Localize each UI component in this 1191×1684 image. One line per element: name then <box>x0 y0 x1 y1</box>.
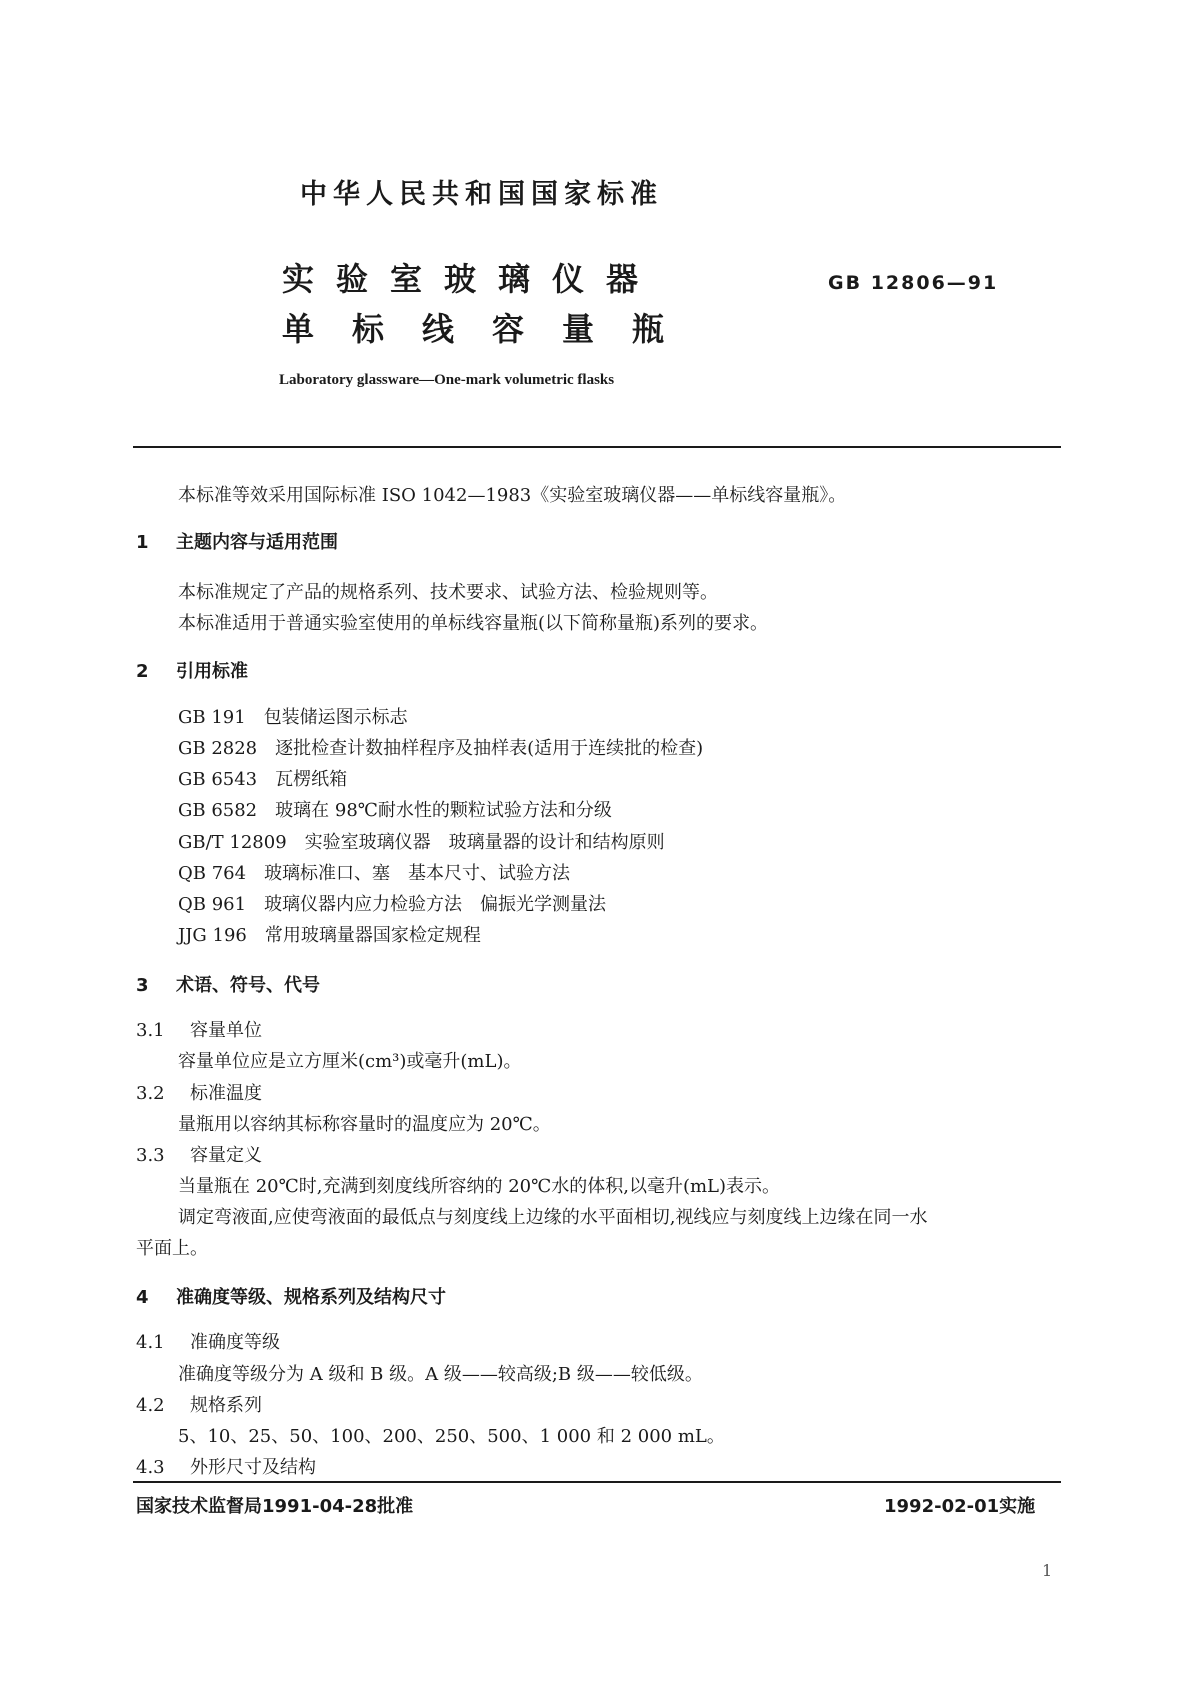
reference-title: 瓦楞纸箱 <box>275 769 348 790</box>
subsection-number: 3.2 <box>136 1083 165 1104</box>
section-1-para-2: 本标准适用于普通实验室使用的单标线容量瓶(以下简称量瓶)系列的要求。 <box>178 613 769 634</box>
reference-item <box>178 890 606 916</box>
subsection-title: 容量单位 <box>190 1020 262 1041</box>
reference-code: GB 2828 <box>178 738 258 759</box>
subsection-3-2-text: 量瓶用以容纳其标称容量时的温度应为 20℃。 <box>178 1114 551 1135</box>
subsection-number: 4.3 <box>136 1457 165 1478</box>
section-title: 主题内容与适用范围 <box>176 532 338 553</box>
section-title: 引用标准 <box>176 661 248 682</box>
subsection-3-2-heading <box>136 1079 262 1105</box>
standard-code: GB 12806—91 <box>828 272 999 294</box>
section-number: 4 <box>136 1287 149 1308</box>
subsection-number: 3.1 <box>136 1020 165 1041</box>
header-divider <box>133 446 1061 448</box>
reference-item <box>178 765 347 791</box>
section-4-heading <box>136 1283 446 1309</box>
reference-title: 玻璃仪器内应力检验方法 偏振光学测量法 <box>264 894 607 915</box>
reference-item <box>178 859 570 885</box>
english-title: Laboratory glassware—One-mark volumetric flasks <box>279 372 615 388</box>
section-3-heading <box>136 971 320 997</box>
reference-code: GB 6582 <box>178 800 258 821</box>
subsection-title: 容量定义 <box>190 1145 262 1166</box>
reference-code: QB 764 <box>178 863 247 884</box>
approval-date: 国家技术监督局1991-04-28批准 <box>136 1496 414 1517</box>
subsection-4-3-heading <box>136 1453 316 1479</box>
reference-item <box>178 828 665 854</box>
reference-item <box>178 796 612 822</box>
subsection-3-3-text-1: 当量瓶在 20℃时,充满到刻度线所容纳的 20℃水的体积,以毫升(mL)表示。 <box>178 1176 781 1197</box>
reference-item <box>178 703 408 729</box>
section-number: 3 <box>136 975 149 996</box>
subsection-3-1-heading <box>136 1016 262 1042</box>
reference-title: 常用玻璃量器国家检定规程 <box>264 925 481 946</box>
subsection-number: 4.2 <box>136 1395 165 1416</box>
reference-title: 逐批检查计数抽样程序及抽样表(适用于连续批的检查) <box>275 738 704 759</box>
reference-code: JJG 196 <box>178 925 247 946</box>
section-1-heading <box>136 528 338 554</box>
subsection-4-2-text: 5、10、25、50、100、200、250、500、1 000 和 2 000 mL。 <box>178 1426 725 1447</box>
section-title: 术语、符号、代号 <box>176 975 320 996</box>
footer-divider <box>133 1481 1061 1483</box>
reference-item <box>178 734 703 760</box>
subsection-4-1-text: 准确度等级分为 A 级和 B 级。A 级——较高级;B 级——较低级。 <box>178 1364 703 1385</box>
page-number: 1 <box>1042 1561 1053 1580</box>
effective-date: 1992-02-01实施 <box>884 1496 1036 1517</box>
subsection-title: 准确度等级 <box>190 1332 280 1353</box>
intro-paragraph: 本标准等效采用国际标准 ISO 1042—1983《实验室玻璃仪器——单标线容量瓶》。 <box>178 485 847 506</box>
reference-title: 实验室玻璃仪器 玻璃量器的设计和结构原则 <box>304 832 665 853</box>
subsection-3-3-text-2b: 平面上。 <box>136 1238 208 1259</box>
subsection-title: 标准温度 <box>190 1083 262 1104</box>
section-title: 准确度等级、规格系列及结构尺寸 <box>176 1287 446 1308</box>
section-1-para-1: 本标准规定了产品的规格系列、技术要求、试验方法、检验规则等。 <box>178 582 718 603</box>
title-line-1: 实验室玻璃仪器 <box>282 260 661 298</box>
section-number: 2 <box>136 661 149 682</box>
reference-code: GB 191 <box>178 707 246 728</box>
subsection-number: 4.1 <box>136 1332 165 1353</box>
reference-code: QB 961 <box>178 894 247 915</box>
reference-item <box>178 921 481 947</box>
reference-title: 包装储运图示标志 <box>263 707 408 728</box>
subsection-title: 规格系列 <box>190 1395 262 1416</box>
subsection-4-2-heading <box>136 1391 262 1417</box>
subsection-3-3-heading <box>136 1141 262 1167</box>
subsection-3-3-text-2a: 调定弯液面,应使弯液面的最低点与刻度线上边缘的水平面相切,视线应与刻度线上边缘在同一水 <box>178 1207 928 1228</box>
national-standard-heading: 中华人民共和国国家标准 <box>300 179 663 210</box>
title-line-2: 单标线容量瓶 <box>282 310 703 348</box>
section-number: 1 <box>136 532 149 553</box>
section-2-heading <box>136 657 248 683</box>
subsection-title: 外形尺寸及结构 <box>190 1457 316 1478</box>
reference-code: GB 6543 <box>178 769 258 790</box>
reference-code: GB/T 12809 <box>178 832 287 853</box>
subsection-3-1-text: 容量单位应是立方厘米(cm³)或毫升(mL)。 <box>178 1051 522 1072</box>
subsection-4-1-heading <box>136 1328 280 1354</box>
reference-title: 玻璃标准口、塞 基本尺寸、试验方法 <box>264 863 571 884</box>
reference-title: 玻璃在 98℃耐水性的颗粒试验方法和分级 <box>275 800 612 821</box>
subsection-number: 3.3 <box>136 1145 165 1166</box>
